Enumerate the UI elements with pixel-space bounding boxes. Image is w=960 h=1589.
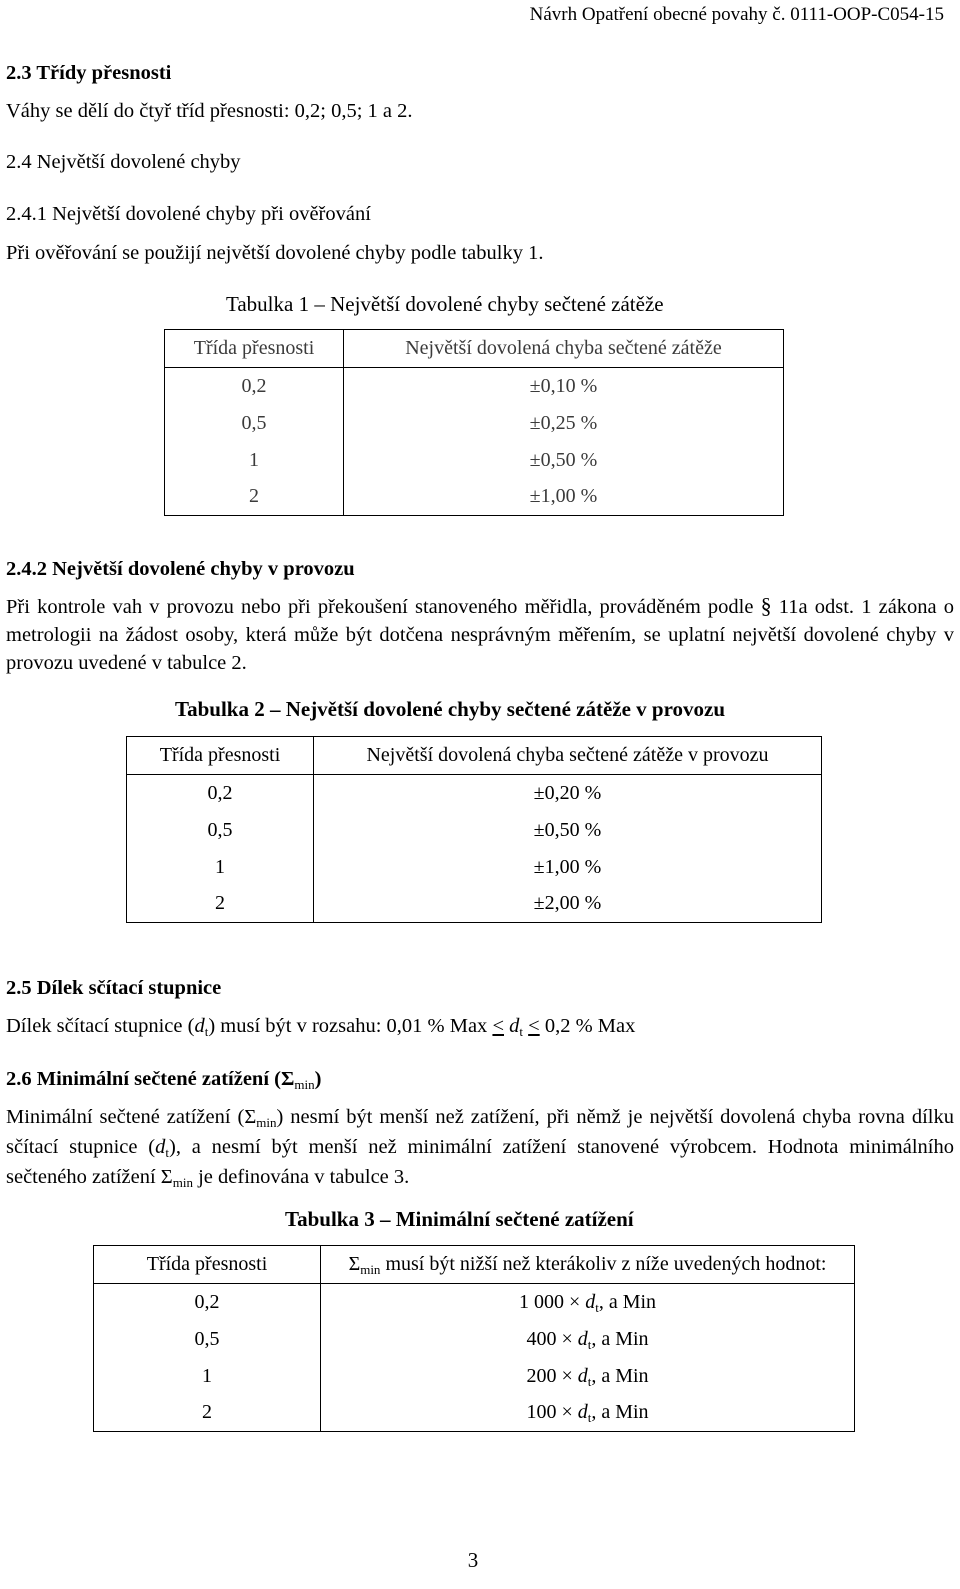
section-heading-2-5: 2.5 Dílek sčítací stupnice [6,977,222,999]
table1-header-row [165,330,784,368]
value-number: 100 [526,1401,557,1424]
subscript-t: t [595,1299,599,1315]
section-text-2-5 [6,1013,635,1041]
table1-header-class: Třída přesnosti [165,330,344,368]
table1-cell-error: ±0,10 % [529,374,598,397]
table-row [94,1358,855,1395]
value-number: 400 [526,1327,557,1350]
table1-cell-error: ±1,00 % [529,485,598,508]
times-sign: × [561,1401,573,1424]
value-number: 200 [526,1364,557,1387]
table3-cell-value [321,1395,855,1432]
table-row [165,479,784,516]
section-text-2-3: Váhy se dělí do čtyř tříd přesnosti: 0,2; 0,5; 1 a 2. [6,100,413,122]
symbol-d: d [577,1364,588,1387]
subscript-t: t [519,1024,523,1039]
section-text-2-4-2 [6,592,954,677]
table-row [94,1395,855,1432]
value-suffix: , a Min [591,1364,649,1387]
table3-cell-value [321,1358,855,1395]
text-part: Minimální sečtené zatížení (Σ [6,1106,257,1128]
table3 [93,1245,855,1432]
table2-header-row [127,737,822,775]
section-heading-2-3: 2.3 Třídy přesnosti [6,62,172,84]
value-suffix: , a Min [598,1290,657,1313]
subscript-min: min [256,1115,277,1130]
symbol-d: d [509,1015,520,1037]
table1-caption: Tabulka 1 – Největší dovolené chyby sečtené zátěže [226,292,664,316]
times-sign: × [568,1290,581,1313]
symbol-d: d [577,1401,588,1424]
text-part: ), a nesmí být menší než minimální zatížení stanovené výrobcem. Hodnota minimálního sečteného zatížení Σ [6,1136,954,1188]
table3-header-row [94,1246,855,1284]
subscript-t: t [587,1373,592,1389]
table3-cell-class: 0,5 [94,1321,321,1358]
text-part: ) musí být v rozsahu: 0,01 % Max [208,1015,488,1037]
subscript-t: t [587,1410,592,1426]
table2-cell-error: ±0,20 % [533,781,602,804]
table-row [94,1284,855,1321]
subscript-t: t [204,1024,209,1039]
section-text-2-6 [6,1103,954,1193]
table-row [127,812,822,849]
table-row [165,368,784,405]
table-row [94,1321,855,1358]
value-suffix: , a Min [591,1327,649,1350]
table2 [126,736,822,923]
heading-part: 2.6 Minimální sečtené zatížení (Σ [6,1068,295,1090]
less-or-equal-sign: < [528,1015,540,1037]
heading-part: ) [314,1068,322,1090]
table3-cell-value [321,1284,855,1321]
table3-cell-class: 0,2 [94,1284,321,1321]
table2-header-class: Třída přesnosti [127,737,314,775]
subscript-min: min [294,1077,315,1092]
table3-cell-class: 1 [94,1358,321,1395]
table2-cell-class: 2 [127,886,314,923]
subscript-min: min [172,1175,193,1190]
table1-cell-class: 1 [165,442,344,479]
table2-header-error: Největší dovolená chyba sečtené zátěže v provozu [314,737,822,775]
table1-cell-class: 0,5 [165,405,344,442]
table1-header-error: Největší dovolená chyba sečtené zátěže [344,330,784,368]
header-text: musí být nižší než kterákoliv z níže uvedených hodnot: [380,1253,827,1275]
table3-header-class: Třída přesnosti [94,1246,321,1284]
times-sign: × [561,1364,573,1387]
table1-cell-class: 2 [165,479,344,516]
subscript-t: t [165,1145,169,1160]
table2-cell-error: ±2,00 % [533,892,602,915]
section-heading-2-4-2: 2.4.2 Největší dovolené chyby v provozu [6,558,355,580]
table1-cell-error: ±0,25 % [529,411,598,434]
subscript-t: t [587,1336,592,1352]
symbol-d: d [155,1136,166,1158]
table3-cell-value [321,1321,855,1358]
times-sign: × [561,1327,573,1350]
table2-cell-class: 0,5 [127,812,314,849]
table2-cell-error: ±0,50 % [533,818,602,841]
symbol-d: d [194,1015,205,1037]
table2-cell-class: 1 [127,849,314,886]
section-heading-2-6 [6,1066,321,1094]
table-row [127,849,822,886]
table2-cell-error: ±1,00 % [533,855,602,878]
table1-cell-class: 0,2 [165,368,344,405]
table2-cell-class: 0,2 [127,775,314,812]
text-part: Dílek sčítací stupnice ( [6,1015,195,1037]
value-number: 1 000 [518,1290,564,1313]
symbol-d: d [577,1327,588,1350]
table3-header-min [321,1246,855,1284]
section-text-2-4-1: Při ověřování se použijí největší dovolené chyby podle tabulky 1. [6,242,544,264]
table2-caption: Tabulka 2 – Největší dovolené chyby sečtené zátěže v provozu [175,697,726,721]
section-heading-2-4-1: 2.4.1 Největší dovolené chyby při ověřování [6,203,371,225]
text-part: je definována v tabulce 3. [192,1166,410,1188]
text-part: ) nesmí být menší než zatížení, při němž je největší dovolená chyba rovna dílku sčítací stupnice ( [6,1106,954,1158]
symbol-d: d [585,1290,596,1313]
text-part: 11a odst. 1 zákona o metrologii na žádost osoby, která může být dotčena nesprávným měřením, se uplatní největší dovolené chyby v provozu uvedené v tabulce 2. [6,596,955,674]
section-heading-2-4: 2.4 Největší dovolené chyby [6,151,241,173]
table-row [165,405,784,442]
text-part: Při kontrole vah v provozu nebo při překoušení stanoveného měřidla, prováděném podle [6,596,754,618]
table-row [165,442,784,479]
table-row [127,775,822,812]
subscript-min: min [360,1262,381,1277]
less-or-equal-sign: < [492,1015,504,1037]
table-row [127,886,822,923]
document-reference: Návrh Opatření obecné povahy č. 0111-OOP-C054-15 [529,4,944,25]
table3-cell-class: 2 [94,1395,321,1432]
table1 [164,329,784,516]
table1-cell-error: ±0,50 % [529,448,598,471]
value-suffix: , a Min [591,1401,649,1424]
text-part: 0,2 % Max [544,1015,636,1037]
table3-caption: Tabulka 3 – Minimální sečtené zatížení [285,1207,634,1231]
sigma-symbol: Σ [348,1253,361,1275]
page-number: 3 [467,1548,479,1572]
paragraph-sign: § [760,593,772,618]
